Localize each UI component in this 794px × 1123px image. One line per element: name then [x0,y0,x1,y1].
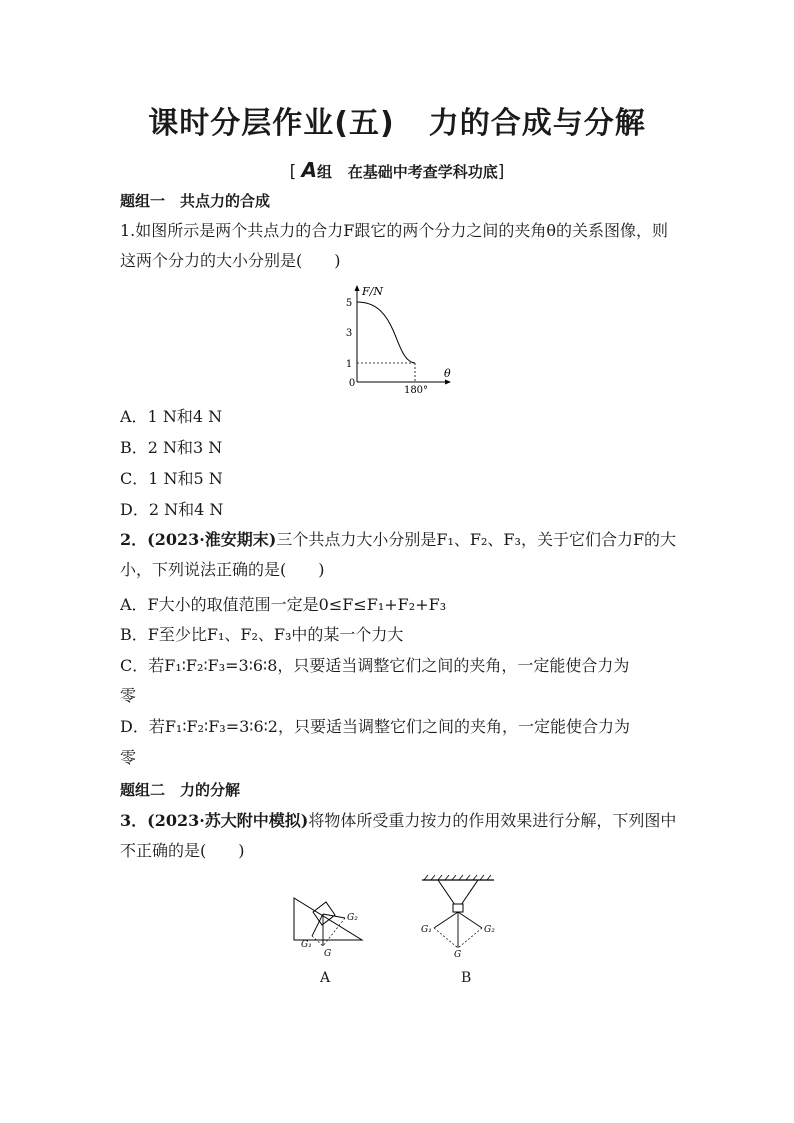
label-g1-b: G₁ [421,925,432,935]
q1-line2: 这两个分力的大小分别是( ) [120,251,341,270]
q1-stem [120,216,680,276]
dash-b2 [458,928,482,948]
caption-b: B [461,970,472,986]
q2-line2: 小，下列说法正确的是( ) [120,560,325,579]
q1-graph [330,282,460,394]
q1-origin: 0 [348,378,356,389]
group-text: 在基础中考查学科功底 [347,163,498,181]
q1-xlabel: θ [444,367,451,380]
q1-ylabel: F/N [362,285,383,298]
label-g-a: G [324,949,332,959]
section-1-title: 题组一 共点力的合成 [120,192,271,210]
group-header: [ A组 在基础中考查学科功底] [289,158,505,182]
rope-right [461,880,478,905]
q3-stem [120,806,680,866]
q1-x-arrow [445,380,451,385]
q1-option-c[interactable]: C．1 N和5 N [120,469,223,488]
q2-line1: 三个共点力大小分别是F₁、F₂、F₃，关于它们合力F的大 [276,530,677,549]
section-2-title: 题组二 力的分解 [120,781,241,799]
title-sub: 力的合成与分解 [428,106,646,141]
dash-b1 [434,928,458,948]
q3-line2: 不正确的是( ) [120,841,245,860]
q2-option-d[interactable]: D．若F₁∶F₂∶F₃=3∶6∶2，只要适当调整它们之间的夹角，一定能使合力为 [120,717,630,736]
label-g2-b: G₂ [484,925,495,935]
q1-option-b[interactable]: B．2 N和3 N [120,438,223,457]
page-title [0,98,794,142]
group-badge: A [301,158,317,182]
caption-a: A [320,970,331,986]
label-g-b: G [454,950,462,958]
label-g2-a: G₂ [347,913,358,923]
q2-option-d-cont: 零 [120,748,137,767]
force-g2-b [458,912,482,928]
dash-a2 [312,936,323,946]
force-g1-b [434,912,458,928]
q1-line1: 1.如图所示是两个共点力的合力F跟它的两个分力之间的夹角θ的关系图像，则 [120,221,669,240]
q2-stem [120,525,680,585]
q1-curve [357,302,415,363]
group-label: 组 [317,163,333,181]
q2-option-c-cont: 零 [120,686,137,705]
q3-figure-b [418,874,502,958]
q2-option-a[interactable]: A．F大小的取值范围一定是0≤F≤F₁+F₂+F₃ [120,595,447,614]
q1-option-d[interactable]: D．2 N和4 N [120,500,224,519]
q2-option-b[interactable]: B．F至少比F₁、F₂、F₃中的某一个力大 [120,625,404,644]
q1-ytick-5: 5 [345,298,353,309]
force-g1-a [312,914,323,936]
rope-left [438,880,455,905]
q1-y-arrow [355,285,360,291]
q2-option-c[interactable]: C．若F₁∶F₂∶F₃=3∶6∶8，只要适当调整它们之间的夹角，一定能使合力为 [120,656,630,675]
ceiling-hatch [424,875,491,880]
hanging-object [453,904,463,912]
q1-xtick-180: 180° [403,385,429,394]
label-g1-a: G₁ [301,940,312,950]
q1-ytick-3: 3 [345,328,353,339]
title-main: 课时分层作业(五) [148,106,395,141]
q3-source: 3．(2023·苏大附中模拟) [120,811,309,830]
q2-source: 2．(2023·淮安期末) [120,530,277,549]
q3-figure-a [290,890,370,962]
q3-line1: 将物体所受重力按力的作用效果进行分解，下列图中 [308,811,677,830]
q1-ytick-1: 1 [345,359,353,370]
q1-option-a[interactable]: A．1 N和4 N [120,407,223,426]
